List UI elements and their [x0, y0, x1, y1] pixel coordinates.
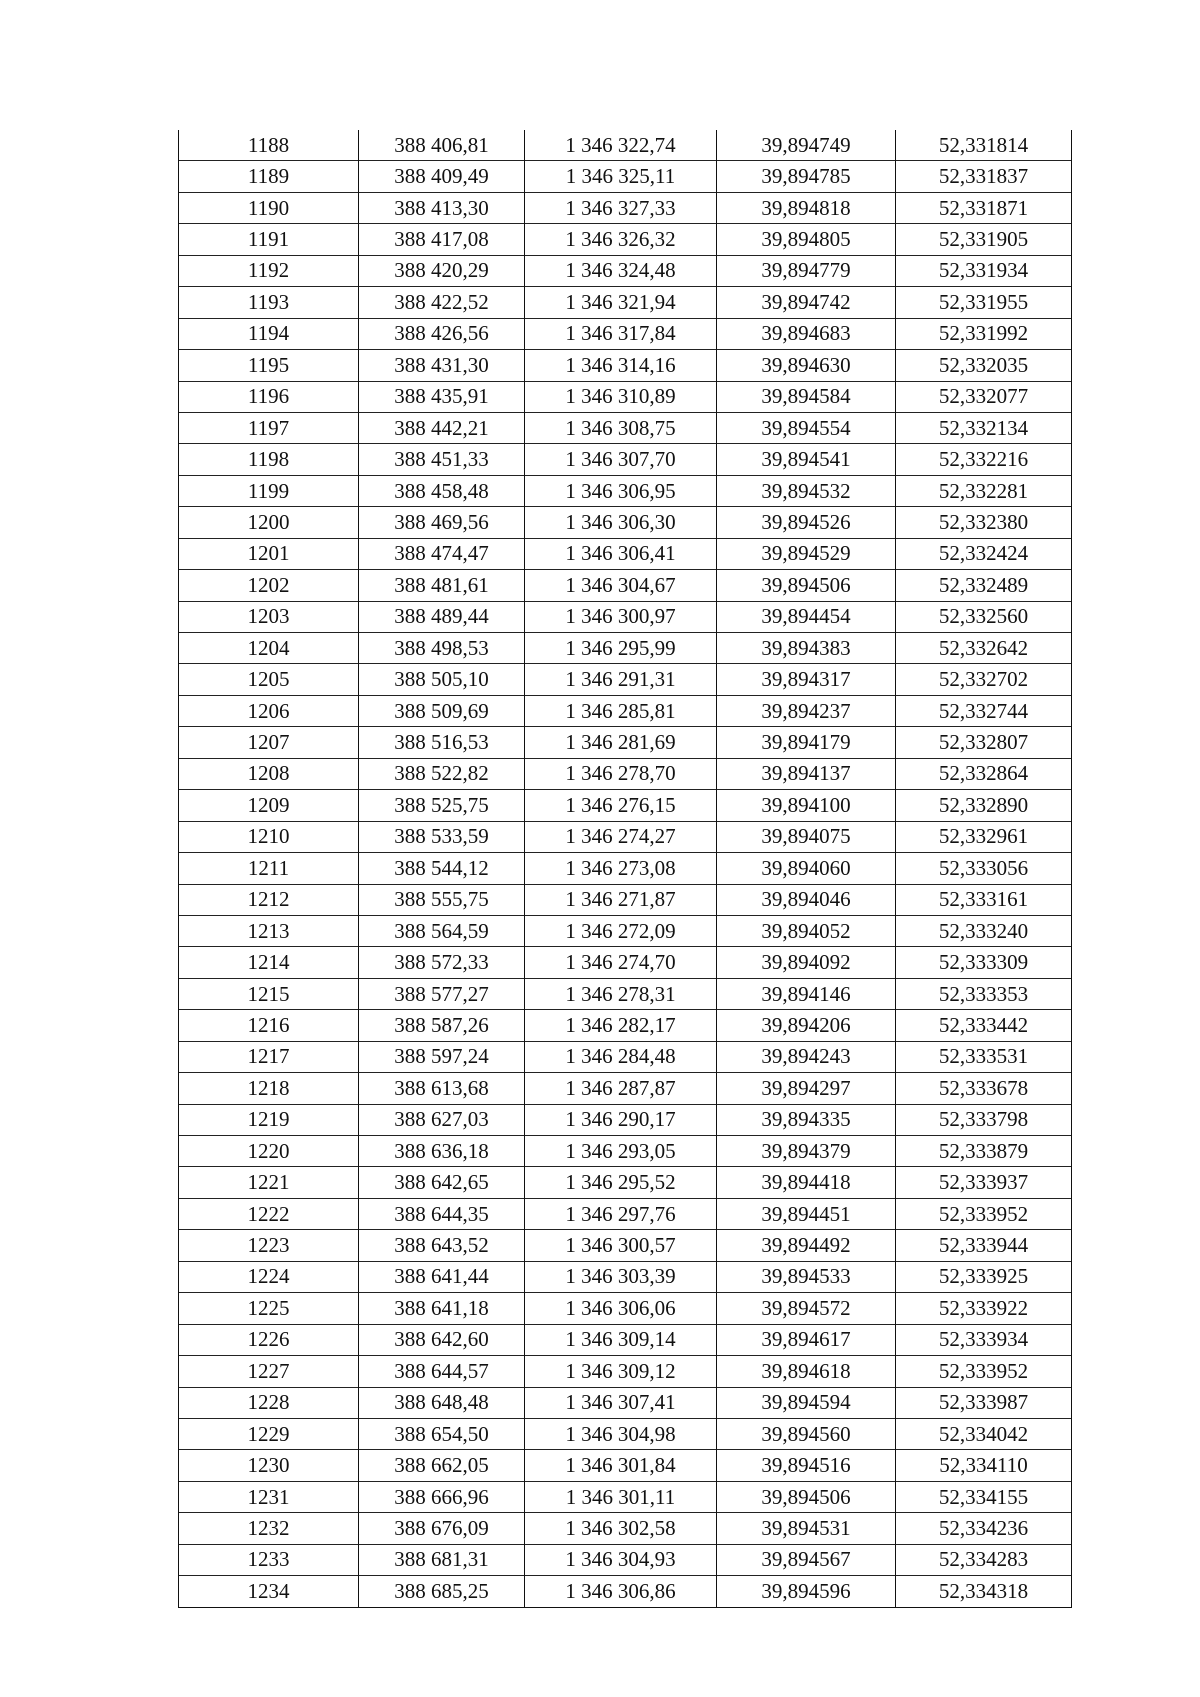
table-row	[179, 947, 1072, 978]
x-coordinate-cell: 388 587,26	[359, 1010, 525, 1041]
x-coordinate-cell: 388 597,24	[359, 1041, 525, 1072]
latitude-cell: 52,334318	[896, 1576, 1072, 1607]
y-coordinate-cell: 1 346 322,74	[525, 130, 717, 161]
longitude-cell: 39,894492	[717, 1230, 896, 1261]
longitude-cell: 39,894779	[717, 255, 896, 286]
point-number-cell: 1192	[179, 255, 359, 286]
point-number-cell: 1216	[179, 1010, 359, 1041]
longitude-cell: 39,894335	[717, 1104, 896, 1135]
x-coordinate-cell: 388 555,75	[359, 884, 525, 915]
y-coordinate-cell: 1 346 290,17	[525, 1104, 717, 1135]
point-number-cell: 1197	[179, 412, 359, 443]
x-coordinate-cell: 388 525,75	[359, 790, 525, 821]
table-row	[179, 1230, 1072, 1261]
x-coordinate-cell: 388 613,68	[359, 1073, 525, 1104]
table-row	[179, 538, 1072, 569]
point-number-cell: 1199	[179, 475, 359, 506]
table-row	[179, 507, 1072, 538]
latitude-cell: 52,333987	[896, 1387, 1072, 1418]
table-row	[179, 1261, 1072, 1292]
x-coordinate-cell: 388 577,27	[359, 978, 525, 1009]
point-number-cell: 1195	[179, 350, 359, 381]
x-coordinate-cell: 388 644,57	[359, 1356, 525, 1387]
table-row	[179, 287, 1072, 318]
latitude-cell: 52,333798	[896, 1104, 1072, 1135]
longitude-cell: 39,894749	[717, 130, 896, 161]
latitude-cell: 52,332035	[896, 350, 1072, 381]
latitude-cell: 52,332560	[896, 601, 1072, 632]
x-coordinate-cell: 388 643,52	[359, 1230, 525, 1261]
latitude-cell: 52,333442	[896, 1010, 1072, 1041]
point-number-cell: 1211	[179, 853, 359, 884]
longitude-cell: 39,894567	[717, 1544, 896, 1575]
longitude-cell: 39,894075	[717, 821, 896, 852]
latitude-cell: 52,332077	[896, 381, 1072, 412]
point-number-cell: 1227	[179, 1356, 359, 1387]
table-row	[179, 1356, 1072, 1387]
point-number-cell: 1233	[179, 1544, 359, 1575]
table-row	[179, 381, 1072, 412]
longitude-cell: 39,894596	[717, 1576, 896, 1607]
y-coordinate-cell: 1 346 301,11	[525, 1481, 717, 1512]
y-coordinate-cell: 1 346 295,52	[525, 1167, 717, 1198]
x-coordinate-cell: 388 417,08	[359, 224, 525, 255]
x-coordinate-cell: 388 544,12	[359, 853, 525, 884]
y-coordinate-cell: 1 346 309,14	[525, 1324, 717, 1355]
latitude-cell: 52,332642	[896, 633, 1072, 664]
table-row	[179, 1010, 1072, 1041]
point-number-cell: 1229	[179, 1418, 359, 1449]
y-coordinate-cell: 1 346 278,70	[525, 758, 717, 789]
y-coordinate-cell: 1 346 306,30	[525, 507, 717, 538]
y-coordinate-cell: 1 346 278,31	[525, 978, 717, 1009]
x-coordinate-cell: 388 681,31	[359, 1544, 525, 1575]
point-number-cell: 1212	[179, 884, 359, 915]
coordinates-table-body	[179, 130, 1072, 1607]
x-coordinate-cell: 388 654,50	[359, 1418, 525, 1449]
table-row	[179, 1544, 1072, 1575]
y-coordinate-cell: 1 346 300,57	[525, 1230, 717, 1261]
table-row	[179, 1513, 1072, 1544]
longitude-cell: 39,894506	[717, 570, 896, 601]
longitude-cell: 39,894560	[717, 1418, 896, 1449]
x-coordinate-cell: 388 516,53	[359, 727, 525, 758]
latitude-cell: 52,334042	[896, 1418, 1072, 1449]
y-coordinate-cell: 1 346 297,76	[525, 1198, 717, 1229]
latitude-cell: 52,333309	[896, 947, 1072, 978]
x-coordinate-cell: 388 406,81	[359, 130, 525, 161]
longitude-cell: 39,894532	[717, 475, 896, 506]
table-row	[179, 790, 1072, 821]
table-row	[179, 224, 1072, 255]
longitude-cell: 39,894818	[717, 192, 896, 223]
latitude-cell: 52,332281	[896, 475, 1072, 506]
latitude-cell: 52,332134	[896, 412, 1072, 443]
point-number-cell: 1204	[179, 633, 359, 664]
longitude-cell: 39,894243	[717, 1041, 896, 1072]
longitude-cell: 39,894179	[717, 727, 896, 758]
x-coordinate-cell: 388 498,53	[359, 633, 525, 664]
latitude-cell: 52,332744	[896, 695, 1072, 726]
y-coordinate-cell: 1 346 327,33	[525, 192, 717, 223]
longitude-cell: 39,894100	[717, 790, 896, 821]
longitude-cell: 39,894052	[717, 915, 896, 946]
point-number-cell: 1234	[179, 1576, 359, 1607]
point-number-cell: 1191	[179, 224, 359, 255]
x-coordinate-cell: 388 666,96	[359, 1481, 525, 1512]
point-number-cell: 1196	[179, 381, 359, 412]
point-number-cell: 1232	[179, 1513, 359, 1544]
longitude-cell: 39,894785	[717, 161, 896, 192]
longitude-cell: 39,894451	[717, 1198, 896, 1229]
table-row	[179, 853, 1072, 884]
table-row	[179, 161, 1072, 192]
point-number-cell: 1190	[179, 192, 359, 223]
x-coordinate-cell: 388 481,61	[359, 570, 525, 601]
table-row	[179, 1324, 1072, 1355]
longitude-cell: 39,894683	[717, 318, 896, 349]
longitude-cell: 39,894529	[717, 538, 896, 569]
table-row	[179, 444, 1072, 475]
x-coordinate-cell: 388 685,25	[359, 1576, 525, 1607]
table-row	[179, 1450, 1072, 1481]
table-row	[179, 821, 1072, 852]
y-coordinate-cell: 1 346 308,75	[525, 412, 717, 443]
x-coordinate-cell: 388 409,49	[359, 161, 525, 192]
longitude-cell: 39,894092	[717, 947, 896, 978]
longitude-cell: 39,894137	[717, 758, 896, 789]
y-coordinate-cell: 1 346 303,39	[525, 1261, 717, 1292]
table-row	[179, 1481, 1072, 1512]
latitude-cell: 52,333925	[896, 1261, 1072, 1292]
y-coordinate-cell: 1 346 309,12	[525, 1356, 717, 1387]
longitude-cell: 39,894379	[717, 1136, 896, 1167]
x-coordinate-cell: 388 420,29	[359, 255, 525, 286]
point-number-cell: 1215	[179, 978, 359, 1009]
point-number-cell: 1222	[179, 1198, 359, 1229]
longitude-cell: 39,894516	[717, 1450, 896, 1481]
latitude-cell: 52,332864	[896, 758, 1072, 789]
x-coordinate-cell: 388 505,10	[359, 664, 525, 695]
table-row	[179, 915, 1072, 946]
table-row	[179, 570, 1072, 601]
x-coordinate-cell: 388 642,65	[359, 1167, 525, 1198]
x-coordinate-cell: 388 442,21	[359, 412, 525, 443]
point-number-cell: 1198	[179, 444, 359, 475]
y-coordinate-cell: 1 346 281,69	[525, 727, 717, 758]
y-coordinate-cell: 1 346 326,32	[525, 224, 717, 255]
x-coordinate-cell: 388 474,47	[359, 538, 525, 569]
latitude-cell: 52,332489	[896, 570, 1072, 601]
latitude-cell: 52,332380	[896, 507, 1072, 538]
latitude-cell: 52,331905	[896, 224, 1072, 255]
x-coordinate-cell: 388 422,52	[359, 287, 525, 318]
point-number-cell: 1205	[179, 664, 359, 695]
latitude-cell: 52,333944	[896, 1230, 1072, 1261]
latitude-cell: 52,333922	[896, 1293, 1072, 1324]
longitude-cell: 39,894531	[717, 1513, 896, 1544]
point-number-cell: 1193	[179, 287, 359, 318]
x-coordinate-cell: 388 426,56	[359, 318, 525, 349]
latitude-cell: 52,332216	[896, 444, 1072, 475]
y-coordinate-cell: 1 346 306,06	[525, 1293, 717, 1324]
longitude-cell: 39,894383	[717, 633, 896, 664]
latitude-cell: 52,333678	[896, 1073, 1072, 1104]
point-number-cell: 1189	[179, 161, 359, 192]
point-number-cell: 1230	[179, 1450, 359, 1481]
point-number-cell: 1223	[179, 1230, 359, 1261]
longitude-cell: 39,894418	[717, 1167, 896, 1198]
x-coordinate-cell: 388 648,48	[359, 1387, 525, 1418]
x-coordinate-cell: 388 627,03	[359, 1104, 525, 1135]
latitude-cell: 52,331871	[896, 192, 1072, 223]
latitude-cell: 52,333952	[896, 1198, 1072, 1229]
latitude-cell: 52,333240	[896, 915, 1072, 946]
table-row	[179, 664, 1072, 695]
y-coordinate-cell: 1 346 302,58	[525, 1513, 717, 1544]
latitude-cell: 52,332890	[896, 790, 1072, 821]
latitude-cell: 52,333952	[896, 1356, 1072, 1387]
latitude-cell: 52,334110	[896, 1450, 1072, 1481]
y-coordinate-cell: 1 346 274,70	[525, 947, 717, 978]
point-number-cell: 1201	[179, 538, 359, 569]
latitude-cell: 52,334236	[896, 1513, 1072, 1544]
y-coordinate-cell: 1 346 287,87	[525, 1073, 717, 1104]
table-row	[179, 1041, 1072, 1072]
longitude-cell: 39,894146	[717, 978, 896, 1009]
latitude-cell: 52,334155	[896, 1481, 1072, 1512]
latitude-cell: 52,331955	[896, 287, 1072, 318]
latitude-cell: 52,331814	[896, 130, 1072, 161]
table-row	[179, 1167, 1072, 1198]
longitude-cell: 39,894594	[717, 1387, 896, 1418]
latitude-cell: 52,333056	[896, 853, 1072, 884]
latitude-cell: 52,333934	[896, 1324, 1072, 1355]
coordinates-table	[178, 130, 1072, 1608]
point-number-cell: 1202	[179, 570, 359, 601]
table-row	[179, 601, 1072, 632]
point-number-cell: 1218	[179, 1073, 359, 1104]
y-coordinate-cell: 1 346 324,48	[525, 255, 717, 286]
table-row	[179, 192, 1072, 223]
point-number-cell: 1217	[179, 1041, 359, 1072]
latitude-cell: 52,331992	[896, 318, 1072, 349]
y-coordinate-cell: 1 346 304,93	[525, 1544, 717, 1575]
latitude-cell: 52,331837	[896, 161, 1072, 192]
table-row	[179, 1387, 1072, 1418]
y-coordinate-cell: 1 346 310,89	[525, 381, 717, 412]
latitude-cell: 52,332702	[896, 664, 1072, 695]
x-coordinate-cell: 388 522,82	[359, 758, 525, 789]
longitude-cell: 39,894554	[717, 412, 896, 443]
point-number-cell: 1203	[179, 601, 359, 632]
latitude-cell: 52,333531	[896, 1041, 1072, 1072]
y-coordinate-cell: 1 346 295,99	[525, 633, 717, 664]
point-number-cell: 1213	[179, 915, 359, 946]
longitude-cell: 39,894742	[717, 287, 896, 318]
latitude-cell: 52,332424	[896, 538, 1072, 569]
y-coordinate-cell: 1 346 301,84	[525, 1450, 717, 1481]
y-coordinate-cell: 1 346 317,84	[525, 318, 717, 349]
longitude-cell: 39,894630	[717, 350, 896, 381]
y-coordinate-cell: 1 346 276,15	[525, 790, 717, 821]
longitude-cell: 39,894317	[717, 664, 896, 695]
point-number-cell: 1210	[179, 821, 359, 852]
x-coordinate-cell: 388 642,60	[359, 1324, 525, 1355]
point-number-cell: 1209	[179, 790, 359, 821]
x-coordinate-cell: 388 509,69	[359, 695, 525, 726]
point-number-cell: 1214	[179, 947, 359, 978]
point-number-cell: 1219	[179, 1104, 359, 1135]
table-row	[179, 727, 1072, 758]
latitude-cell: 52,333161	[896, 884, 1072, 915]
table-row	[179, 1198, 1072, 1229]
y-coordinate-cell: 1 346 304,98	[525, 1418, 717, 1449]
longitude-cell: 39,894060	[717, 853, 896, 884]
point-number-cell: 1221	[179, 1167, 359, 1198]
y-coordinate-cell: 1 346 307,70	[525, 444, 717, 475]
y-coordinate-cell: 1 346 293,05	[525, 1136, 717, 1167]
y-coordinate-cell: 1 346 306,86	[525, 1576, 717, 1607]
point-number-cell: 1226	[179, 1324, 359, 1355]
x-coordinate-cell: 388 641,44	[359, 1261, 525, 1292]
y-coordinate-cell: 1 346 304,67	[525, 570, 717, 601]
table-row	[179, 412, 1072, 443]
y-coordinate-cell: 1 346 271,87	[525, 884, 717, 915]
longitude-cell: 39,894617	[717, 1324, 896, 1355]
x-coordinate-cell: 388 489,44	[359, 601, 525, 632]
point-number-cell: 1207	[179, 727, 359, 758]
table-row	[179, 1576, 1072, 1607]
y-coordinate-cell: 1 346 314,16	[525, 350, 717, 381]
y-coordinate-cell: 1 346 325,11	[525, 161, 717, 192]
x-coordinate-cell: 388 676,09	[359, 1513, 525, 1544]
x-coordinate-cell: 388 431,30	[359, 350, 525, 381]
longitude-cell: 39,894805	[717, 224, 896, 255]
x-coordinate-cell: 388 451,33	[359, 444, 525, 475]
x-coordinate-cell: 388 636,18	[359, 1136, 525, 1167]
longitude-cell: 39,894506	[717, 1481, 896, 1512]
table-row	[179, 978, 1072, 1009]
longitude-cell: 39,894297	[717, 1073, 896, 1104]
x-coordinate-cell: 388 458,48	[359, 475, 525, 506]
table-row	[179, 1418, 1072, 1449]
table-row	[179, 350, 1072, 381]
y-coordinate-cell: 1 346 306,41	[525, 538, 717, 569]
table-row	[179, 255, 1072, 286]
point-number-cell: 1194	[179, 318, 359, 349]
latitude-cell: 52,332807	[896, 727, 1072, 758]
longitude-cell: 39,894618	[717, 1356, 896, 1387]
point-number-cell: 1224	[179, 1261, 359, 1292]
table-row	[179, 1073, 1072, 1104]
x-coordinate-cell: 388 662,05	[359, 1450, 525, 1481]
y-coordinate-cell: 1 346 306,95	[525, 475, 717, 506]
longitude-cell: 39,894584	[717, 381, 896, 412]
latitude-cell: 52,333937	[896, 1167, 1072, 1198]
point-number-cell: 1228	[179, 1387, 359, 1418]
longitude-cell: 39,894541	[717, 444, 896, 475]
longitude-cell: 39,894533	[717, 1261, 896, 1292]
y-coordinate-cell: 1 346 300,97	[525, 601, 717, 632]
latitude-cell: 52,331934	[896, 255, 1072, 286]
point-number-cell: 1206	[179, 695, 359, 726]
longitude-cell: 39,894206	[717, 1010, 896, 1041]
y-coordinate-cell: 1 346 321,94	[525, 287, 717, 318]
table-row	[179, 1136, 1072, 1167]
table-row	[179, 695, 1072, 726]
x-coordinate-cell: 388 641,18	[359, 1293, 525, 1324]
x-coordinate-cell: 388 572,33	[359, 947, 525, 978]
table-row	[179, 633, 1072, 664]
point-number-cell: 1225	[179, 1293, 359, 1324]
latitude-cell: 52,332961	[896, 821, 1072, 852]
y-coordinate-cell: 1 346 307,41	[525, 1387, 717, 1418]
longitude-cell: 39,894526	[717, 507, 896, 538]
x-coordinate-cell: 388 644,35	[359, 1198, 525, 1229]
table-row	[179, 1104, 1072, 1135]
point-number-cell: 1188	[179, 130, 359, 161]
y-coordinate-cell: 1 346 285,81	[525, 695, 717, 726]
table-row	[179, 318, 1072, 349]
latitude-cell: 52,334283	[896, 1544, 1072, 1575]
point-number-cell: 1231	[179, 1481, 359, 1512]
table-row	[179, 475, 1072, 506]
table-row	[179, 884, 1072, 915]
table-row	[179, 130, 1072, 161]
longitude-cell: 39,894237	[717, 695, 896, 726]
latitude-cell: 52,333353	[896, 978, 1072, 1009]
longitude-cell: 39,894572	[717, 1293, 896, 1324]
point-number-cell: 1220	[179, 1136, 359, 1167]
latitude-cell: 52,333879	[896, 1136, 1072, 1167]
x-coordinate-cell: 388 564,59	[359, 915, 525, 946]
longitude-cell: 39,894046	[717, 884, 896, 915]
table-row	[179, 1293, 1072, 1324]
y-coordinate-cell: 1 346 282,17	[525, 1010, 717, 1041]
point-number-cell: 1200	[179, 507, 359, 538]
y-coordinate-cell: 1 346 272,09	[525, 915, 717, 946]
longitude-cell: 39,894454	[717, 601, 896, 632]
x-coordinate-cell: 388 435,91	[359, 381, 525, 412]
y-coordinate-cell: 1 346 273,08	[525, 853, 717, 884]
y-coordinate-cell: 1 346 291,31	[525, 664, 717, 695]
x-coordinate-cell: 388 533,59	[359, 821, 525, 852]
x-coordinate-cell: 388 413,30	[359, 192, 525, 223]
y-coordinate-cell: 1 346 284,48	[525, 1041, 717, 1072]
y-coordinate-cell: 1 346 274,27	[525, 821, 717, 852]
table-row	[179, 758, 1072, 789]
point-number-cell: 1208	[179, 758, 359, 789]
x-coordinate-cell: 388 469,56	[359, 507, 525, 538]
